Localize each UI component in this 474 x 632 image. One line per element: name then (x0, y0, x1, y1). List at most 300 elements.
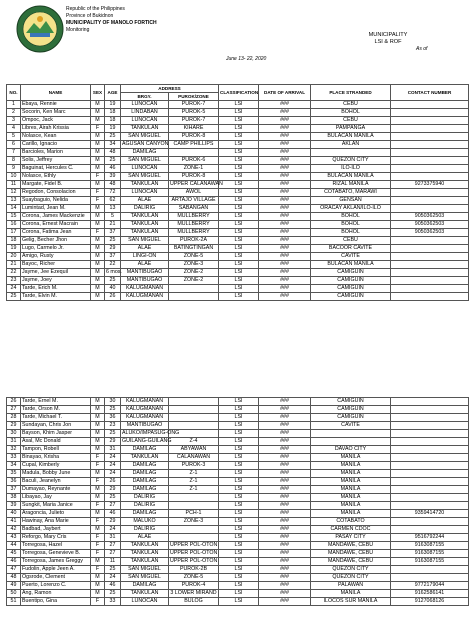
lsi-rof-text: LSI & ROF (374, 39, 402, 45)
table-cell: 9163087155 (391, 550, 469, 558)
table-cell: DALIRIG (121, 502, 169, 510)
table-cell: CAVITE (311, 253, 391, 261)
table-cell: 19 (105, 125, 121, 133)
table-cell: LSI (219, 117, 259, 125)
table-cell: ALUKO/IMPASUG-ONG (122, 430, 180, 436)
table-cell: M (91, 582, 105, 590)
table-cell: LSI (219, 269, 259, 277)
table-cell: ALAE (121, 245, 169, 253)
table-cell: Asal, Mc Donald (21, 438, 91, 446)
table-cell (169, 406, 219, 414)
table-cell: 37 (105, 253, 121, 261)
table-cell: M (91, 446, 105, 454)
table-cell: ### (259, 237, 311, 245)
table-cell: 27 (105, 542, 121, 550)
table-cell: UPPER POL-OTON (170, 542, 218, 548)
table-cell: BULACAN MANILA (311, 261, 391, 269)
col-contact: CONTACT NUMBER (391, 85, 469, 101)
table-cell: 9127068126 (391, 598, 469, 606)
table-cell: Libayao, Jay (21, 494, 91, 502)
table-cell: 4 (7, 125, 21, 133)
table-cell: 26 (105, 293, 121, 301)
table-cell: ### (259, 446, 311, 454)
table-cell: MANDAWE, CEBU (311, 550, 391, 558)
table-cell: LSI (219, 109, 259, 117)
table-cell: Ebaya, Rennie (21, 101, 91, 109)
date-range: June 13- 22, 2020 (226, 56, 267, 62)
table-cell: LSI (219, 414, 259, 422)
table-cell: UPPER POL-OTON (170, 550, 218, 556)
table-cell: PUROK-2A (169, 237, 219, 245)
table-cell: ### (259, 213, 311, 221)
table-cell: ### (259, 398, 311, 406)
table-cell: GENSAN (311, 197, 391, 205)
lsi-table-page-2 (6, 397, 469, 606)
table-row (7, 462, 469, 470)
table-cell (391, 566, 469, 574)
table-cell: DAMILAG (121, 510, 169, 518)
table-cell: PUROK-7 (169, 101, 219, 109)
table-row (7, 213, 469, 221)
table-cell: 19 (7, 245, 21, 253)
table-cell: ### (259, 149, 311, 157)
table-cell: ZONE-5 (169, 574, 219, 582)
table-cell: MANILA (311, 590, 391, 598)
table-cell: 31 (7, 438, 21, 446)
table-cell: DALIRIG (121, 205, 169, 213)
table-cell: ### (259, 109, 311, 117)
table-cell: 35 (7, 470, 21, 478)
as-of-label: As of (416, 46, 428, 52)
table-cell: LSI (219, 534, 259, 542)
table-cell: BOHOL (311, 213, 391, 221)
table-cell (391, 133, 469, 141)
table-cell: LSI (219, 582, 259, 590)
table-cell (391, 101, 469, 109)
table-cell: Tarde, Michael T. (21, 414, 91, 422)
table-row (7, 590, 469, 598)
table-cell: 43 (7, 534, 21, 542)
table-cell: LSI (219, 422, 259, 430)
table-cell: M (91, 430, 105, 438)
table-cell: F (91, 189, 105, 197)
table-cell: Z-1 (169, 470, 219, 478)
table-cell (391, 141, 469, 149)
table-cell: CAVITE (311, 422, 391, 430)
table-cell (169, 422, 219, 430)
table-cell: M (91, 414, 105, 422)
table-cell: ### (259, 430, 311, 438)
table-cell: CAMIGUIN (311, 277, 391, 285)
table-cell: 41 (7, 518, 21, 526)
table-row (7, 494, 469, 502)
table-cell: 24 (105, 454, 121, 462)
table-cell: ### (259, 173, 311, 181)
table-cell: Z-4 (169, 438, 219, 446)
table-cell (391, 518, 469, 526)
table-cell: KALUGMANAN (121, 285, 169, 293)
table-cell: LSI (219, 494, 259, 502)
table-cell: CARMEN CDOC (311, 526, 391, 534)
table-cell: ### (259, 285, 311, 293)
lsi-table-page-1 (6, 84, 469, 301)
table-cell: 30 (105, 398, 121, 406)
table-cell: LSI (219, 430, 259, 438)
table-cell: BULACAN MANILA (311, 173, 391, 181)
table-cell: PUROK-8 (169, 133, 219, 141)
table-cell: 29 (105, 438, 121, 446)
table-cell (391, 462, 469, 470)
table-cell: 34 (7, 462, 21, 470)
col-classification: CLASSIFICATION (219, 85, 259, 101)
table-cell: Jayme, Jee Ezequil (21, 269, 91, 277)
table-cell: 13 (7, 197, 21, 205)
municipality-label (358, 32, 418, 46)
table-cell (391, 189, 469, 197)
table-cell: COTABATO (311, 518, 391, 526)
table-row (7, 598, 469, 606)
table-cell (391, 494, 469, 502)
table-cell: Tarde, Erich M. (21, 285, 91, 293)
table-cell: 19 (105, 101, 121, 109)
table-cell: 10 (7, 173, 21, 181)
table-cell: 24 (105, 526, 121, 534)
table-cell (311, 438, 391, 446)
table-cell (169, 502, 219, 510)
table-cell: BOHOL (311, 109, 391, 117)
table-cell: PAMPANGA (311, 125, 391, 133)
table-cell: MANTIBUGAO (121, 422, 169, 430)
table-cell: Solis, Jeffrey (21, 157, 91, 165)
table-cell: Cupal, Kimberly (21, 462, 91, 470)
table-cell: ### (259, 261, 311, 269)
table-cell: ALAE (121, 534, 169, 542)
table-cell: ### (259, 510, 311, 518)
table-cell: M (91, 486, 105, 494)
table-cell (169, 149, 219, 157)
table-cell: 9516792244 (391, 534, 469, 542)
table-cell: MULLBERRY (169, 229, 219, 237)
table-cell: CAMIGUIN (311, 269, 391, 277)
table-cell: SABANGAN (169, 205, 219, 213)
table-cell: Bayoc, Richer (21, 261, 91, 269)
table-cell: Tampon, Robell (21, 446, 91, 454)
table-cell: F (91, 598, 105, 606)
table-cell: MANILA (311, 502, 391, 510)
table-cell (391, 261, 469, 269)
table-cell: 3 LOWER MIRAND (170, 590, 217, 596)
table-cell: M (91, 181, 105, 189)
table-cell: DAMILAG (121, 478, 169, 486)
table-cell: 16 (7, 221, 21, 229)
table-cell: ILOCOS SUR MANILA (311, 598, 391, 606)
table-row (7, 446, 469, 454)
table-cell: PUROK-6 (169, 157, 219, 165)
col-no: NO. (7, 85, 21, 101)
province-line: Province of Bukidnon (66, 13, 114, 19)
table-cell: 25 (105, 133, 121, 141)
table-cell: CAMP PHILLIPS (169, 141, 219, 149)
table-cell: 29 (105, 518, 121, 526)
table-cell: 24 (105, 574, 121, 582)
table-cell: M (91, 398, 105, 406)
table-cell: LSI (219, 470, 259, 478)
table-row (7, 253, 469, 261)
table-row (7, 261, 469, 269)
table-body-page-2 (7, 398, 469, 606)
table-cell: 13 (105, 205, 121, 213)
table-cell: M (91, 253, 105, 261)
table-row (7, 221, 469, 229)
table-cell: ALAE (121, 197, 169, 205)
table-cell (391, 406, 469, 414)
republic-line: Republic of the Philippines (66, 6, 125, 12)
table-cell: Ompoc, Jack (21, 117, 91, 125)
table-cell: M (91, 157, 105, 165)
table-cell: 9050362503 (391, 229, 469, 237)
table-cell: Tarde, Orson M. (21, 406, 91, 414)
table-cell: Regodon, Consolacion (21, 189, 91, 197)
table-cell: LSI (219, 197, 259, 205)
table-cell (391, 269, 469, 277)
table-cell: 25 (105, 590, 121, 598)
col-place-stranded: PLACE STRANDED (311, 85, 391, 101)
table-cell: LSI (219, 558, 259, 566)
table-cell: QUEZON CITY (311, 574, 391, 582)
table-cell: LSI (219, 502, 259, 510)
table-cell: PCH-1 (169, 510, 219, 518)
table-cell: CEBU (311, 117, 391, 125)
table-cell: 48 (7, 574, 21, 582)
table-cell (391, 454, 469, 462)
table-row (7, 398, 469, 406)
table-cell: ### (259, 518, 311, 526)
table-cell: 25 (105, 406, 121, 414)
table-cell (169, 526, 219, 534)
table-row (7, 406, 469, 414)
table-cell: F (91, 454, 105, 462)
table-cell: 11 (105, 558, 121, 566)
table-row (7, 566, 469, 574)
table-cell: F (91, 518, 105, 526)
table-cell: M (91, 558, 105, 566)
table-cell (391, 414, 469, 422)
table-cell: 51 (7, 598, 21, 606)
table-cell: LSI (219, 462, 259, 470)
table-cell: M (91, 109, 105, 117)
table-cell: LSI (219, 438, 259, 446)
table-cell: CAMIGUIN (311, 293, 391, 301)
table-cell: AKLAN (311, 141, 391, 149)
table-row (7, 117, 469, 125)
table-cell: KALUGMANAN (121, 406, 169, 414)
table-cell: M (91, 470, 105, 478)
table-cell: Libres, Airah Krissia (21, 125, 91, 133)
table-cell: ### (259, 101, 311, 109)
table-cell: DALIRIG (121, 526, 169, 534)
table-row (7, 197, 469, 205)
table-cell: ### (259, 277, 311, 285)
table-cell: 22 (105, 261, 121, 269)
table-cell: M (91, 269, 105, 277)
table-cell: ### (259, 502, 311, 510)
table-row (7, 454, 469, 462)
table-cell: AWOL (169, 189, 219, 197)
table-cell: 31 (105, 446, 121, 454)
table-cell: 44 (7, 542, 21, 550)
table-cell: ### (259, 598, 311, 606)
table-cell: 22 (7, 269, 21, 277)
table-cell: ZONE-2 (169, 269, 219, 277)
table-cell: 27 (7, 406, 21, 414)
table-cell: 27 (105, 502, 121, 510)
table-row (7, 245, 469, 253)
table-cell: LSI (219, 101, 259, 109)
table-row (7, 149, 469, 157)
table-cell: 25 (105, 277, 121, 285)
table-cell: QUEZON CITY (311, 157, 391, 165)
table-cell: CAMIGUIN (311, 398, 391, 406)
col-name: NAME (21, 85, 91, 101)
table-cell: MANILA (311, 494, 391, 502)
table-row (7, 269, 469, 277)
table-cell: DAMILAG (121, 446, 169, 454)
table-row (7, 502, 469, 510)
table-cell: LSI (219, 253, 259, 261)
table-cell: LSI (219, 590, 259, 598)
table-cell: LSI (219, 205, 259, 213)
table-row (7, 165, 469, 173)
table-cell (391, 277, 469, 285)
table-cell: ### (259, 125, 311, 133)
table-cell: ### (259, 582, 311, 590)
table-cell: 9772179044 (391, 582, 469, 590)
table-cell: ILO-ILO (311, 165, 391, 173)
table-cell: 36 (105, 414, 121, 422)
table-cell: TANKULAN (121, 542, 169, 550)
table-cell: M (91, 261, 105, 269)
table-cell (169, 414, 219, 422)
table-cell: CEBU (311, 237, 391, 245)
table-cell: 5 (105, 213, 121, 221)
table-cell: ALAE (121, 261, 169, 269)
table-cell: 18 (7, 237, 21, 245)
table-cell (391, 205, 469, 213)
table-cell (391, 398, 469, 406)
table-cell: MANILA (311, 454, 391, 462)
table-cell: 38 (7, 494, 21, 502)
table-cell: TANKULAN (121, 213, 169, 221)
table-cell (391, 245, 469, 253)
table-cell: M (91, 149, 105, 157)
table-cell: 29 (7, 422, 21, 430)
table-body-page-1 (7, 101, 469, 301)
table-cell: TANKULAN (121, 558, 169, 566)
table-cell: PUROK-2B (169, 566, 219, 574)
table-cell: M (91, 165, 105, 173)
table-row (7, 173, 469, 181)
table-row (7, 285, 469, 293)
table-cell: ### (259, 293, 311, 301)
table-cell: LSI (219, 510, 259, 518)
table-cell: 62 (105, 197, 121, 205)
table-cell: 32 (7, 446, 21, 454)
table-cell: DAMILAG (121, 149, 169, 157)
table-cell: LSI (219, 406, 259, 414)
table-cell: 29 (105, 486, 121, 494)
table-cell: ### (259, 566, 311, 574)
table-cell: ABYAWAN (169, 446, 219, 454)
table-cell: 46 (105, 582, 121, 590)
table-cell: CALANAWAN (169, 454, 219, 462)
table-cell (391, 574, 469, 582)
table-cell: M (91, 422, 105, 430)
table-cell: Amigo, Rusty (21, 253, 91, 261)
table-cell: Z-1 (169, 478, 219, 486)
table-row (7, 574, 469, 582)
table-cell: 37 (105, 229, 121, 237)
table-cell: Aragoncia, Julieto (21, 510, 91, 518)
table-cell: QUEZON CITY (311, 566, 391, 574)
table-cell: Tarde, Ernel M. (21, 398, 91, 406)
table-cell: LINGI-ON (121, 253, 169, 261)
table-cell (391, 237, 469, 245)
table-cell: DAMILAG (121, 462, 169, 470)
table-row (7, 205, 469, 213)
table-row (7, 293, 469, 301)
table-cell: 46 (7, 558, 21, 566)
table-cell: 42 (7, 526, 21, 534)
table-cell: 15 (7, 213, 21, 221)
table-cell: LSI (219, 237, 259, 245)
table-cell: Sundayan, Chris Jon (21, 422, 91, 430)
table-row (7, 414, 469, 422)
table-cell: ### (259, 574, 311, 582)
table-row (7, 526, 469, 534)
table-cell: F (91, 197, 105, 205)
table-row (7, 141, 469, 149)
table-cell: DAMILAG (121, 582, 169, 590)
table-cell: 39 (105, 173, 121, 181)
table-cell: LSI (219, 181, 259, 189)
table-cell: LSI (219, 245, 259, 253)
table-cell: 25 (105, 430, 121, 438)
table-cell: Madula, Bobby June (21, 470, 91, 478)
table-cell: ### (259, 422, 311, 430)
table-cell: Sungkit, Maria Janice (21, 502, 91, 510)
table-cell: 25 (105, 237, 121, 245)
table-row (7, 486, 469, 494)
table-cell (391, 165, 469, 173)
table-cell: DAVAO CITY (311, 446, 391, 454)
table-row (7, 109, 469, 117)
table-cell: 27 (105, 550, 121, 558)
table-cell: ### (259, 245, 311, 253)
table-cell: BULOG (169, 598, 219, 606)
table-cell: PUROK-7 (169, 117, 219, 125)
table-cell: CAMIGUIN (311, 414, 391, 422)
table-cell: 29 (105, 245, 121, 253)
table-cell: Lumintad, Jean M. (21, 205, 91, 213)
table-cell: 11 (7, 181, 21, 189)
table-cell: M (91, 438, 105, 446)
table-cell: LSI (219, 133, 259, 141)
table-cell: 25 (105, 157, 121, 165)
table-row (7, 422, 469, 430)
table-row (7, 237, 469, 245)
table-cell: 49 (7, 582, 21, 590)
table-cell: PUROK-5 (169, 109, 219, 117)
